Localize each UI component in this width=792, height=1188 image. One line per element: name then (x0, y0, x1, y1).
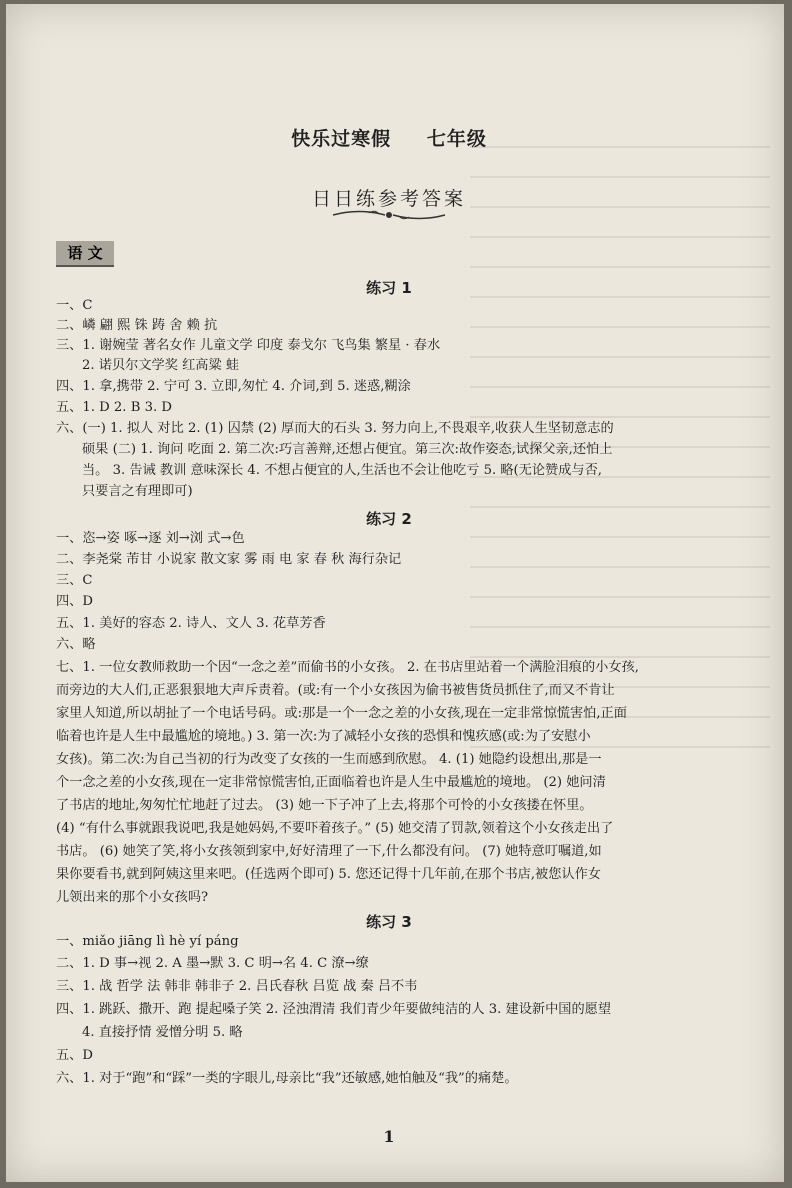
answer-line: (4) “有什么事就跟我说吧,我是她妈妈,不要吓着孩子。” (5) 她交清了罚款,领着这个小女孩走出了 (56, 821, 614, 836)
exercise-1-heading: 练习 1 (366, 279, 412, 297)
answer-line: 而旁边的大人们,正恶狠狠地大声斥责着。(或:有一个小女孩因为偷书被售货员抓住了,而又不肯让 (56, 683, 615, 698)
answer-line: 二、李尧棠 芾甘 小说家 散文家 雾 雨 电 家 春 秋 海行杂记 (56, 552, 402, 567)
answer-line: 临着也许是人生中最尴尬的境地。) 3. 第一次:为了减轻小女孩的恐惧和愧疚感(或:为了安慰小 (56, 729, 591, 744)
answer-line: 二、1. D 事→视 2. A 墨→默 3. C 明→名 4. C 潦→缭 (56, 956, 369, 971)
answer-line: 了书店的地址,匆匆忙忙地赶了过去。 (3) 她一下子冲了上去,将那个可怜的小女孩搂在怀里。 (56, 798, 593, 813)
answer-line: 二、嶙 翩 熙 铢 踌 舍 赖 抗 (56, 318, 218, 333)
answer-line: 女孩)。第二次:为自己当初的行为改变了女孩的一生而感到欣慰。 4. (1) 她隐约设想出,那是一 (56, 752, 602, 767)
answer-line: 儿领出来的那个小女孩吗? (56, 890, 209, 905)
ornament-divider-icon (329, 207, 449, 223)
answer-line: 三、1. 战 哲学 法 韩非 韩非子 2. 吕氏春秋 吕览 战 秦 吕不韦 (56, 979, 418, 994)
exercise-3-heading: 练习 3 (366, 913, 412, 931)
answer-line: 书店。 (6) 她笑了笑,将小女孩领到家中,好好清理了一下,什么都没有问。 (7) 她特意叮嘱道,如 (56, 844, 602, 859)
answer-line: 只要言之有理即可) (82, 484, 193, 499)
answer-line: 五、1. 美好的容态 2. 诗人、文人 3. 花草芳香 (56, 616, 326, 631)
answer-line: 果你要看书,就到阿姨这里来吧。(任选两个即可) 5. 您还记得十几年前,在那个书店,被您认作女 (56, 867, 601, 882)
answer-line: 硕果 (二) 1. 询问 吃面 2. 第二次:巧言善辩,还想占便宜。第三次:故作姿态,试探父亲,还怕上 (82, 442, 613, 457)
answer-line: 个一念之差的小女孩,现在一定非常惊慌害怕,正面临着也许是人生中最尴尬的境地。 (2) 她问清 (56, 775, 606, 790)
answer-line: 一、miǎo jiāng lì hè yí páng (56, 934, 239, 949)
page-number: 1 (383, 1127, 395, 1146)
book-title (0, 124, 778, 151)
answer-line: 家里人知道,所以胡扯了一个电话号码。或:那是一个一念之差的小女孩,现在一定非常惊慌害怕,正面 (56, 706, 627, 721)
answer-line: 七、1. 一位女教师救助一个因“一念之差”而偷书的小女孩。 2. 在书店里站着一个满脸泪痕的小女孩, (56, 660, 639, 675)
answer-line: 三、1. 谢婉莹 著名女作 儿童文学 印度 泰戈尔 飞鸟集 繁星 · 春水 (56, 338, 441, 353)
answer-line: 五、1. D 2. B 3. D (56, 400, 172, 415)
exercise-2-heading: 练习 2 (366, 510, 412, 528)
answer-line: 六、(一) 1. 拟人 对比 2. (1) 囚禁 (2) 厚而大的石头 3. 努力向上,不畏艰辛,收获人生坚韧意志的 (56, 421, 614, 436)
answer-line: 四、1. 跳跃、撒开、跑 提起嗓子笑 2. 泾浊渭清 我们青少年要做纯洁的人 3. 建设新中国的愿望 (56, 1002, 612, 1017)
answer-line: 四、1. 拿,携带 2. 宁可 3. 立即,匆忙 4. 介词,到 5. 迷惑,糊涂 (56, 379, 411, 394)
answer-line: 一、恣→姿 啄→逐 刘→浏 式→色 (56, 531, 245, 546)
answer-line: 4. 直接抒情 爱憎分明 5. 略 (82, 1025, 243, 1040)
answer-line: 当。 3. 告诫 教训 意味深长 4. 不想占便宜的人,生活也不会让他吃亏 5. 略(无论赞成与否, (82, 463, 602, 478)
answer-line: 六、1. 对于“跑”和“踩”一类的字眼儿,母亲比“我”还敏感,她怕触及“我”的痛楚。 (56, 1071, 518, 1086)
grade-text: 七年级 (426, 128, 487, 150)
subject-badge-chinese: 语 文 (56, 241, 114, 267)
answer-line: 五、D (56, 1048, 93, 1063)
answers-subtitle: 日日练参考答案 (311, 188, 466, 210)
answer-line: 四、D (56, 594, 93, 609)
answer-line: 三、C (56, 573, 93, 588)
answer-line: 一、C (56, 298, 93, 313)
answer-line: 2. 诺贝尔文学奖 红高粱 蛙 (82, 358, 240, 373)
book-title-text: 快乐过寒假 (291, 128, 392, 150)
answer-line: 六、略 (56, 637, 96, 652)
